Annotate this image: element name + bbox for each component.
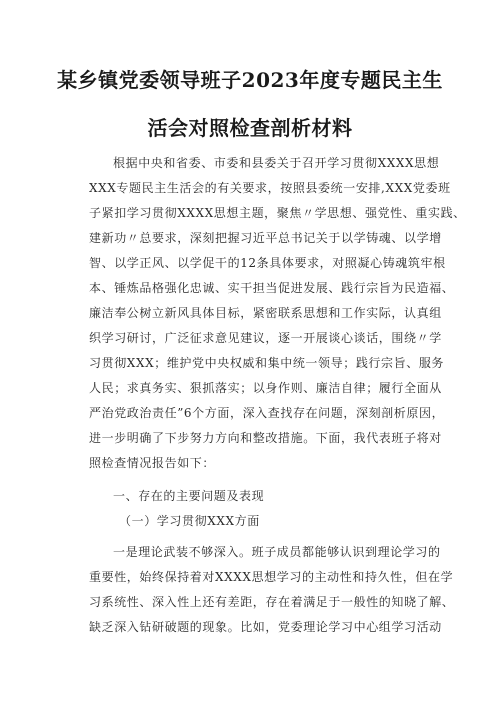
document-title-line-1: 某乡镇党委领导班子2023年度专题民主生 [57,68,443,92]
subsection-heading-text: （一）学习贯彻XXX方面 [119,514,260,528]
text-line: 根据中央和省委、市委和县委关于召开学习贯彻XXXX思想 [113,156,440,170]
text-line: 一是理论武装不够深入。班子成员都能够认识到理论学习的 [113,545,441,559]
paragraph-theory-study [89,540,455,640]
text-line: XXX专题民主生活会的有关要求，按照县委统一安排,XXX党委班 [89,181,451,195]
text-line: 子紧扣学习贯彻XXXX思想主题，聚焦〃学思想、强党性、重实践、 [89,206,466,220]
text-line: 本、锤炼品格强化忠诚、实干担当促进发展、践行宗旨为民造福、 [89,281,455,295]
text-line: 廉洁奉公树立新风具体目标，紧密联系思想和工作实际，认真组 [89,306,442,320]
section-heading-1 [89,484,429,509]
text-line: 重要性，始终保持着对XXXX思想学习的主动性和持久性，但在学 [89,570,454,584]
text-line: 进一步明确了下步努力方向和整改措施。下面，我代表班子将对 [89,431,442,445]
text-line: 照检查情况报告如下： [89,456,216,470]
text-line: 习贯彻XXX；维护党中央权威和集中统一领导；践行宗旨、服务 [89,356,445,370]
text-line: 织学习研讨，广泛征求意见建议，逐一开展谈心谈话，围绕〃学 [89,331,442,345]
text-line: 建新功〃总要求，深刻把握习近平总书记关于以学铸魂、以学增 [89,231,442,245]
text-line: 人民；求真务实、狠抓落实；以身作则、廉洁自律；履行全面从 [89,381,442,395]
text-line: 智、以学正风、以学促干的12条具体要求，对照凝心铸魂筑牢根 [89,256,446,270]
text-line: 缺乏深入钻研破题的现象。比如，党委理论学习中心组学习活动 [89,620,442,634]
section-heading-2 [89,509,429,534]
section-heading-text: 一、存在的主要问题及表现 [113,489,265,503]
paragraph-intro [89,151,466,476]
text-line: 严治党政治责任”6个方面，深入查找存在问题，深刻剖析原因， [89,406,445,420]
text-line: 习系统性、深入性上还有差距，存在着满足于一般性的知晓了解、 [89,595,455,609]
document-title-line-2: 活会对照检查剖析材料 [147,116,353,140]
